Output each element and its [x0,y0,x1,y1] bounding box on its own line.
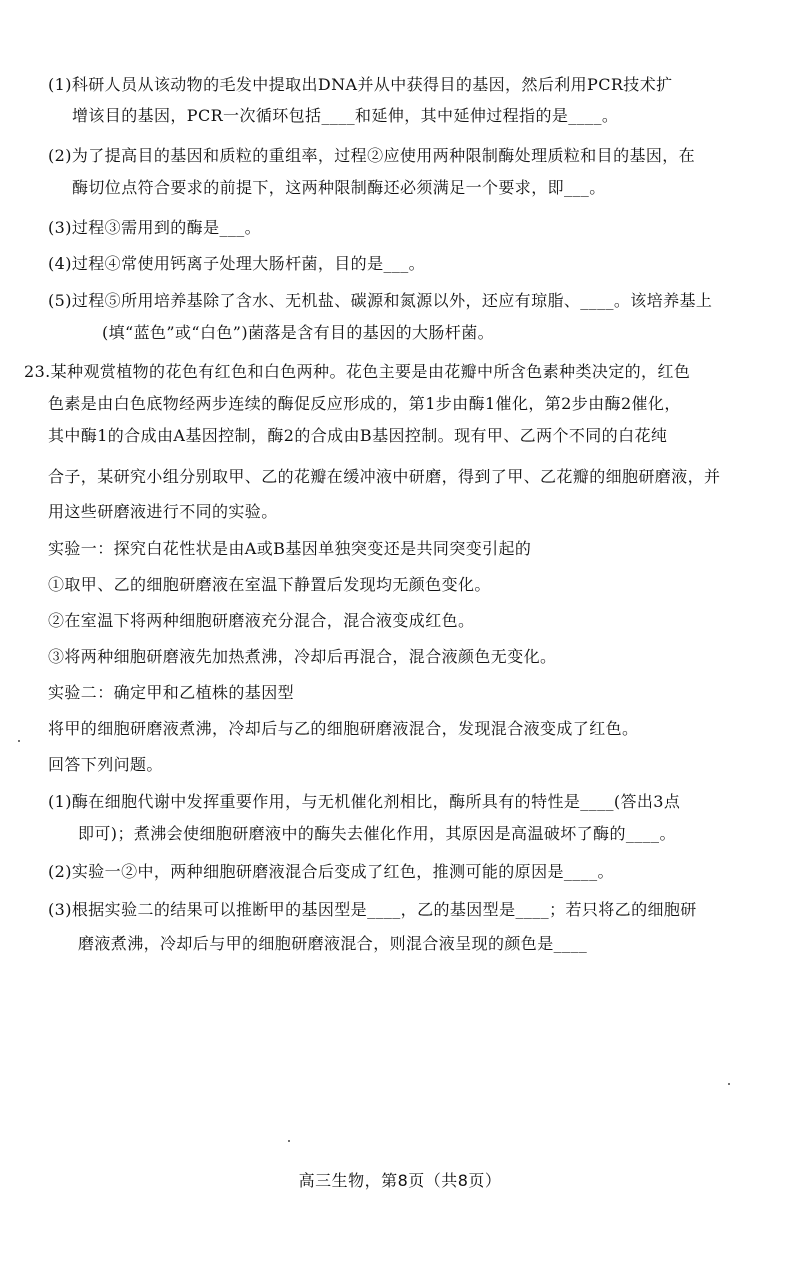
q23-intro-line2: 色素是由白色底物经两步连续的酶促反应形成的，第1步由酶1催化，第2步由酶2催化， [48,394,681,413]
q23-answer1-line1: (1)酶在细胞代谢中发挥重要作用，与无机催化剂相比，酶所具有的特性是____(答出3点 [48,792,681,811]
q22-part5-line2: (填“蓝色”或“白色”)菌落是含有目的基因的大肠杆菌。 [102,323,495,342]
q22-part5-line1: (5)过程⑤所用培养基除了含水、无机盐、碳源和氮源以外，还应有琼脂、____。该培养基上 [48,291,713,310]
q22-part4: (4)过程④常使用钙离子处理大肠杆菌，目的是___。 [48,254,426,273]
q23-answer2: (2)实验一②中，两种细胞研磨液混合后变成了红色，推测可能的原因是____。 [48,862,614,881]
q22-part2-line1: (2)为了提高目的基因和质粒的重组率，过程②应使用两种限制酶处理质粒和目的基因，在 [48,146,696,165]
q23-intro-line3: 其中酶1的合成由A基因控制，酶2的合成由B基因控制。现有甲、乙两个不同的白花纯 [48,426,668,445]
scan-speck [18,740,20,742]
q23-answer3-line1: (3)根据实验二的结果可以推断甲的基因型是____，乙的基因型是____；若只将乙的细胞研 [48,900,697,919]
q22-part2-line2: 酶切位点符合要求的前提下，这两种限制酶还必须满足一个要求，即___。 [72,178,606,197]
q22-part1-line1: (1)科研人员从该动物的毛发中提取出DNA并从中获得目的基因，然后利用PCR技术扩 [48,75,673,94]
q23-intro-line5: 用这些研磨液进行不同的实验。 [48,502,278,521]
scan-speck [288,1140,290,1142]
q23-exp1-step2: ②在室温下将两种细胞研磨液充分混合，混合液变成红色。 [48,611,475,630]
q22-part3: (3)过程③需用到的酶是___。 [48,218,262,237]
q23-intro-line4: 合子，某研究小组分别取甲、乙的花瓣在缓冲液中研磨，得到了甲、乙花瓣的细胞研磨液，并 [48,467,721,486]
q23-exp2-title: 实验二：确定甲和乙植株的基因型 [48,683,295,702]
page-footer: 高三生物，第8页（共8页） [298,1171,502,1190]
q23-answer3-line2: 磨液煮沸，冷却后与甲的细胞研磨液混合，则混合液呈现的颜色是____ [78,934,588,953]
q22-part1-line2: 增该目的基因，PCR一次循环包括____和延伸，其中延伸过程指的是____。 [72,106,619,125]
q23-prompt: 回答下列问题。 [48,755,163,774]
q23-exp1-step3: ③将两种细胞研磨液先加热煮沸，冷却后再混合，混合液颜色无变化。 [48,647,557,666]
q23-answer1-line2: 即可)；煮沸会使细胞研磨液中的酶失去催化作用，其原因是高温破坏了酶的____。 [78,824,676,843]
q23-exp1-title: 实验一：探究白花性状是由A或B基因单独突变还是共同突变引起的 [48,539,532,558]
scan-speck [728,1083,730,1085]
q23-intro-line1: 23.某种观赏植物的花色有红色和白色两种。花色主要是由花瓣中所含色素种类决定的，红色 [24,362,691,381]
q23-exp2-text: 将甲的细胞研磨液煮沸，冷却后与乙的细胞研磨液混合，发现混合液变成了红色。 [48,719,639,738]
q23-exp1-step1: ①取甲、乙的细胞研磨液在室温下静置后发现均无颜色变化。 [48,575,491,594]
